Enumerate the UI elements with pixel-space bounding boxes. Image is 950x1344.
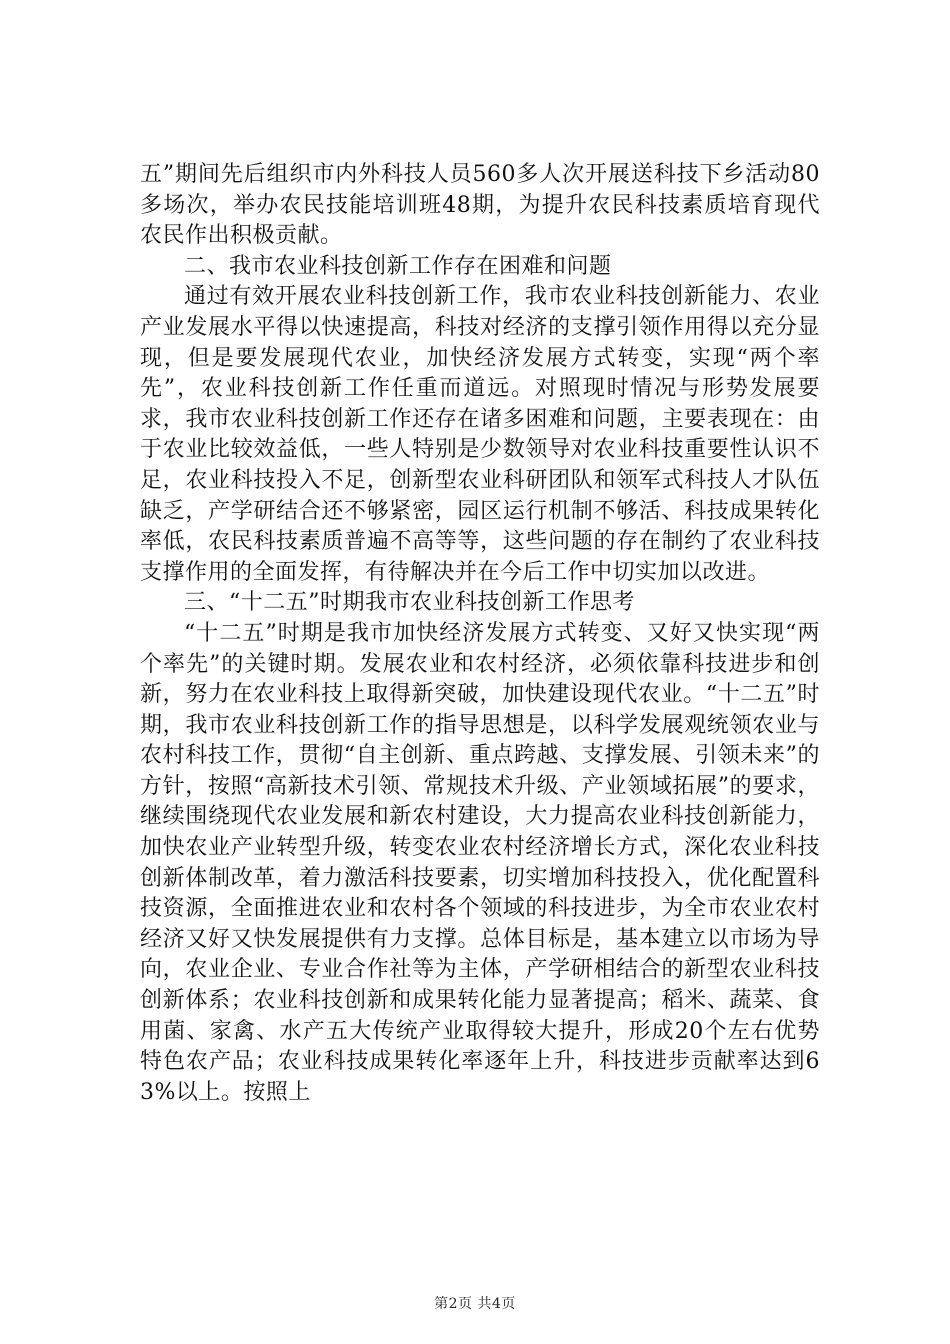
section-heading: 二、我市农业科技创新工作存在困难和问题 [184, 253, 612, 279]
paragraph: “十二五”时期是我市加快经济发展方式转变、又好又快实现“两个率先”的关键时期。发展农业和农村经济，必须依靠科技进步和创新，努力在农业科技上取得新突破，加快建设现代农业。“十二五”时期，我市农业科技创新工作的指导思想是，以科学发展观统领农业与农村科技工作，贯彻“自主创新、重点跨越、支撑发展、引领未来”的方针，按照“高新技术引领、常规技术升级、产业领域拓展”的要求，继续围绕现代农业发展和新农村建设，大力提高农业科技创新能力，加快农业产业转型升级，转变农业农村经济增长方式，深化农业科技创新体制改革，着力激活科技要素，切实增加科技投入，优化配置科技资源，全面推进农业和农村各个领域的科技进步，为全市农业农村经济又好又快发展提供有力支撑。总体目标是，基本建立以市场为导向，农业企业、专业合作社等为主体，产学研相结合的新型农业科技创新体系；农业科技创新和成果转化能力显著提高；稻米、蔬菜、食用菌、家禽、水产五大传统产业取得较大提升，形成20个左右优势特色农产品；农业科技成果转化率逐年上升，科技进步贡献率达到63%以上。按照上 [140, 620, 820, 1105]
paragraph: 五”期间先后组织市内外科技人员560多人次开展送科技下乡活动80多场次，举办农民技能培训班48期，为提升农民科技素质培育现代农民作出积极贡献。 [140, 162, 820, 249]
page-number-footer: 第2页 共4页 [434, 1296, 516, 1312]
document-body [140, 160, 820, 1108]
section-heading: 三、“十二五”时期我市农业科技创新工作思考 [184, 590, 635, 616]
paragraph: 通过有效开展农业科技创新工作，我市农业科技创新能力、农业产业发展水平得以快速提高，科技对经济的支撑引领作用得以充分显现，但是要发展现代农业，加快经济发展方式转变，实现“两个率先”，农业科技创新工作任重而道远。对照现时情况与形势发展要求，我市农业科技创新工作还存在诸多困难和问题，主要表现在：由于农业比较效益低，一些人特别是少数领导对农业科技重要性认识不足，农业科技投入不足，创新型农业科研团队和领军式科技人才队伍缺乏，产学研结合还不够紧密，园区运行机制不够活、科技成果转化率低，农民科技素质普遍不高等等，这些问题的存在制约了农业科技支撑作用的全面发挥，有待解决并在今后工作中切实加以改进。 [140, 284, 820, 585]
